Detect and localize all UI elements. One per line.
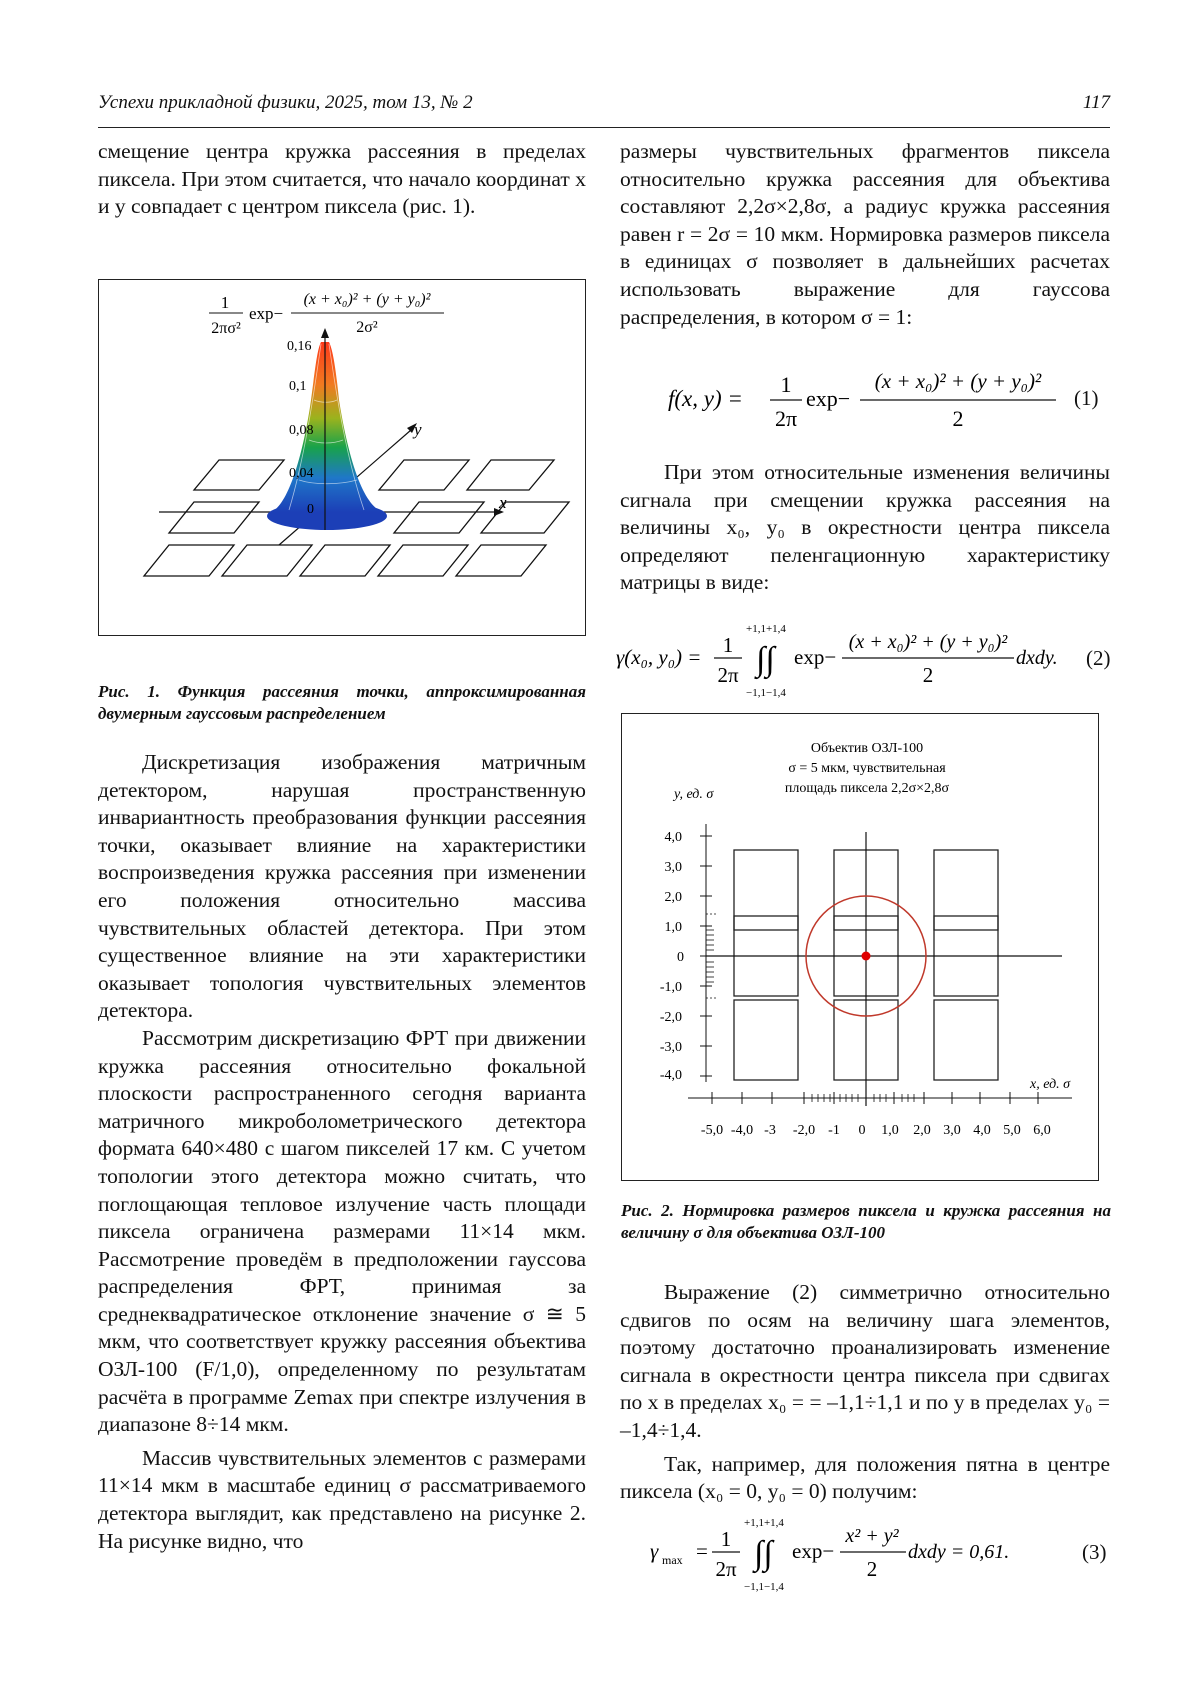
fig2-y-tick: 3,0 bbox=[664, 860, 682, 875]
fig1-z-tick: 0,1 bbox=[289, 379, 307, 394]
equation-3 bbox=[650, 1512, 1070, 1594]
eq3-equals: = bbox=[696, 1539, 708, 1563]
fig2-subtitle: площадь пиксела 2,2σ×2,8σ bbox=[784, 781, 950, 796]
eq2-frac-num: 1 bbox=[722, 633, 734, 657]
equation-1 bbox=[668, 360, 1068, 440]
eq3-den: 2 bbox=[866, 1557, 878, 1581]
paragraph: Рассмотрим дискретизацию ФРТ при движении кружка рассеяния относительно фокальной плоскости распространенного сегодня варианта матричного микроболометрического детектора формата 640×480 с шагом пикселей 17 км. С учетом топологии этого детектора можно считать, что поглощающая тепловое излучение часть площади пиксела ограничена размерами 11×14 мкм. Рассмотрение проведём в предположении гауссова распределения ФРТ, принимая за среднеквадратическое отклонение значение σ ≅ 5 мкм, что соответствует кружку рассеяния объектива ОЗЛ-100 (F/1,0), определенному по результатам расчёта в программе Zemax при спектре излучения в диапазоне 8÷14 мкм. bbox=[98, 1025, 586, 1437]
right-column-mid bbox=[620, 459, 1110, 597]
eq2-exp: exp− bbox=[794, 645, 837, 669]
fig2-x-tick: 4,0 bbox=[973, 1123, 991, 1138]
eq3-exp: exp− bbox=[792, 1539, 835, 1563]
fig1-z-tick: 0,16 bbox=[287, 339, 312, 354]
fig2-y-tick: -2,0 bbox=[659, 1010, 682, 1025]
fig2-x-tick: -1 bbox=[828, 1123, 840, 1138]
fig1-z-tick: 0 bbox=[307, 502, 314, 517]
fig2-x-tick: 1,0 bbox=[881, 1123, 899, 1138]
fig1-axis-y: y bbox=[414, 420, 422, 439]
paragraph: Массив чувствительных элементов с размерами 11×14 мкм в масштабе единиц σ рассматриваемого детектора выглядит, как представлено на рисунке 2. На рисунке видно, что bbox=[98, 1445, 586, 1553]
fig2-xlabel: x, ед. σ bbox=[1030, 1077, 1071, 1092]
fig1-z-tick: 0,08 bbox=[289, 423, 314, 438]
eq1-frac-num: 1 bbox=[780, 372, 792, 397]
paragraph: Выражение (2) симметрично относительно сдвигов по осям на величину шага элементов, поэтому достаточно проанализировать изменение сигнала в окрестности центра пиксела при сдвигах по x в пределах x₀ = = –1,1÷1,1 и по y в пределах y₀ = –1,4÷1,4. bbox=[620, 1280, 1110, 1442]
figure-1-graphic bbox=[99, 280, 584, 634]
fig2-x-tick: 2,0 bbox=[913, 1123, 931, 1138]
right-column-bottom bbox=[620, 1279, 1110, 1506]
eq3-frac-den: 2π bbox=[715, 1557, 737, 1581]
fig2-x-tick: -3 bbox=[764, 1123, 776, 1138]
eq3-upper-limit: +1,1+1,4 bbox=[744, 1517, 784, 1529]
eq3-lhs-sub: max bbox=[662, 1553, 683, 1567]
eq1-exp: exp− bbox=[806, 386, 851, 411]
eq1-lhs: f(x, y) = bbox=[668, 386, 743, 411]
fig2-y-tick: 4,0 bbox=[664, 830, 682, 845]
left-column-top bbox=[98, 138, 586, 221]
equation-2 bbox=[616, 618, 1066, 700]
fig2-title: Объектив ОЗЛ-100 bbox=[810, 741, 924, 756]
page-number: 117 bbox=[1082, 92, 1110, 113]
fig1-formula-num: (x + x₀)² + (y + y₀)² bbox=[303, 291, 431, 308]
eq2-num: (x + x₀)² + (y + y₀)² bbox=[848, 631, 1008, 653]
eq3-lhs: γ bbox=[650, 1539, 659, 1563]
fig2-ylabel: y, ед. σ bbox=[674, 787, 714, 802]
fig2-x-tick: -4,0 bbox=[730, 1123, 754, 1138]
eq2-tail: dxdy. bbox=[1016, 647, 1058, 669]
figure-1-caption: Рис. 1. Функция рассеяния точки, аппроксимированная двумерным гауссовым распределением bbox=[98, 682, 586, 723]
eq2-integral: ∫∫ bbox=[756, 641, 775, 678]
paragraph: смещение центра кружка рассеяния в пределах пиксела. При этом считается, что начало координат x и y совпадает с центром пиксела (рис. 1). bbox=[98, 139, 586, 219]
fig2-center-dot bbox=[862, 952, 871, 961]
eq1-frac-den: 2π bbox=[774, 406, 798, 431]
eq3-num: x² + y² bbox=[845, 1525, 899, 1547]
header-rule bbox=[98, 127, 1110, 128]
fig1-formula-one: 1 bbox=[220, 293, 230, 312]
fig2-y-tick: 1,0 bbox=[664, 920, 682, 935]
fig2-y-tick: 0 bbox=[677, 950, 684, 965]
fig1-axis-x: x bbox=[499, 493, 507, 512]
paragraph: размеры чувствительных фрагментов пиксела относительно кружка рассеяния для объектива составляют 2,2σ×2,8σ, а радиус кружка рассеяния равен r = 2σ = 10 мкм. Нормировка размеров пиксела в единицах σ позволяет в дальнейших расчетах использовать выражение для гауссова распределения, в котором σ = 1: bbox=[620, 139, 1110, 329]
fig1-formula-den2: 2σ² bbox=[356, 319, 378, 336]
fig2-y-tick: -1,0 bbox=[659, 980, 682, 995]
eq3-lower-limit: −1,1−1,4 bbox=[744, 1581, 784, 1593]
fig2-x-tick: 3,0 bbox=[943, 1123, 961, 1138]
fig2-x-tick: 5,0 bbox=[1003, 1123, 1021, 1138]
eq1-den: 2 bbox=[952, 406, 964, 431]
eq1-num: (x + x₀)² + (y + y₀)² bbox=[874, 369, 1042, 393]
fig2-x-tick: 0 bbox=[858, 1123, 866, 1138]
fig2-y-tick: -4,0 bbox=[659, 1068, 682, 1083]
eq2-den: 2 bbox=[922, 663, 934, 687]
eq3-integral: ∫∫ bbox=[754, 1535, 773, 1572]
fig2-subtitle: σ = 5 мкм, чувствительная bbox=[788, 761, 946, 776]
paragraph: Дискретизация изображения матричным детектором, нарушая пространственную инвариантность преобразования функции рассеяния точки, оказывает влияние на характеристики воспроизведения кружка рассеяния при изменении его положения относительно массива чувствительных областей детектора. При этом существенное влияние на эти характеристики оказывает топология чувствительных элементов детектора. bbox=[98, 750, 586, 1023]
eq3-tail: dxdy = 0,61. bbox=[908, 1541, 1010, 1563]
figure-2-caption: Рис. 2. Нормировка размеров пиксела и кружка рассеяния на величину σ для объектива ОЗЛ-100 bbox=[621, 1201, 1111, 1242]
fig2-y-tick: -3,0 bbox=[659, 1040, 682, 1055]
left-column-body bbox=[98, 749, 586, 1555]
right-column-top bbox=[620, 138, 1110, 331]
eq2-lower-limit: −1,1−1,4 bbox=[746, 687, 786, 699]
running-header bbox=[98, 92, 1110, 128]
fig2-x-tick: -2,0 bbox=[792, 1123, 816, 1138]
paragraph: Так, например, для положения пятна в центре пиксела (x₀ = 0, y₀ = 0) получим: bbox=[620, 1451, 1110, 1504]
fig1-bell-surface bbox=[271, 342, 383, 512]
eq1-number: (1) bbox=[1074, 386, 1099, 410]
figure-1 bbox=[98, 279, 586, 636]
journal-title: Успехи прикладной физики, 2025, том 13, № 2 bbox=[98, 92, 473, 113]
eq3-number: (3) bbox=[1082, 1540, 1107, 1564]
eq2-frac-den: 2π bbox=[717, 663, 739, 687]
eq2-upper-limit: +1,1+1,4 bbox=[746, 623, 786, 635]
fig2-x-tick: -5,0 bbox=[700, 1123, 724, 1138]
fig2-y-tick: 2,0 bbox=[664, 890, 682, 905]
figure-2 bbox=[621, 713, 1099, 1181]
fig2-x-tick: 6,0 bbox=[1033, 1123, 1051, 1138]
fig1-formula-den: 2πσ² bbox=[211, 320, 241, 337]
eq3-frac-num: 1 bbox=[720, 1527, 732, 1551]
paragraph: При этом относительные изменения величины сигнала при смещении кружка рассеяния на величины x₀, y₀ в окрестности центра пиксела определяют пеленгационную характеристику матрицы в виде: bbox=[620, 460, 1110, 595]
eq2-number: (2) bbox=[1086, 646, 1111, 670]
figure-2-graphic bbox=[622, 714, 1097, 1179]
eq2-lhs: γ(x₀, y₀) = bbox=[616, 645, 702, 669]
fig1-formula-exp: exp− bbox=[249, 304, 284, 323]
fig1-z-tick: 0,04 bbox=[289, 466, 314, 481]
